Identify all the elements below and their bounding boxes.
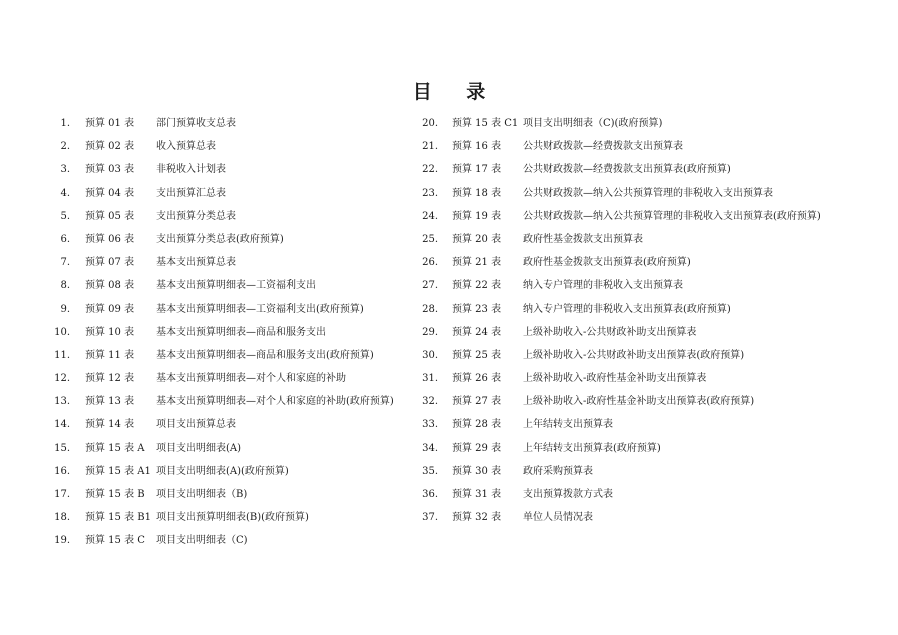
toc-entry[interactable] (40, 274, 420, 297)
toc-entry[interactable] (40, 228, 420, 251)
toc-entry[interactable] (408, 460, 868, 483)
toc-entry-number: 7. (60, 257, 70, 269)
toc-entry[interactable] (40, 344, 420, 367)
toc-entry-number: 12. (54, 373, 70, 385)
toc-entry-code: 预算 09 表 (85, 303, 135, 315)
toc-entry[interactable] (408, 112, 868, 135)
toc-entry[interactable] (40, 251, 420, 274)
toc-entry-code: 预算 32 表 (452, 512, 502, 524)
toc-entry-name: 基本支出预算明细表—商品和服务支出 (156, 326, 326, 338)
toc-entry[interactable] (40, 112, 420, 135)
toc-entry-number: 2. (60, 141, 70, 153)
toc-entry-number: 13. (54, 396, 70, 408)
toc-entry-name: 项目支出预算总表 (156, 419, 236, 431)
toc-entry-number: 21. (422, 141, 438, 153)
toc-entry-name: 项目支出明细表（C)(政府预算) (523, 118, 663, 129)
toc-entry[interactable] (40, 135, 420, 158)
toc-entry[interactable] (408, 182, 868, 205)
toc-entry-code: 预算 15 表 A (85, 442, 145, 454)
toc-entry-number: 9. (60, 303, 70, 315)
toc-entry-name: 公共财政拨款—纳入公共预算管理的非税收入支出预算表 (523, 187, 773, 199)
toc-entry-code: 预算 02 表 (85, 141, 135, 153)
toc-entry[interactable] (40, 205, 420, 228)
toc-entry-code: 预算 15 表 C1 (452, 118, 519, 129)
toc-entry-number: 22. (422, 164, 438, 176)
toc-entry-number: 27. (422, 280, 438, 292)
toc-entry-number: 26. (422, 257, 438, 269)
toc-entry-name: 公共财政拨款—经费拨款支出预算表(政府预算) (523, 164, 731, 176)
toc-entry-number: 30. (422, 349, 438, 361)
toc-entry-name: 公共财政拨款—纳入公共预算管理的非税收入支出预算表(政府预算) (523, 210, 821, 222)
toc-entry-number: 15. (54, 442, 70, 454)
toc-entry-number: 14. (54, 419, 70, 431)
toc-entry-number: 8. (60, 280, 70, 292)
toc-entry-number: 1. (60, 118, 70, 129)
toc-entry-code: 预算 10 表 (85, 326, 135, 338)
toc-entry-number: 35. (422, 465, 438, 477)
toc-entry[interactable] (408, 344, 868, 367)
toc-entry[interactable] (408, 437, 868, 460)
toc-entry-name: 项目支出明细表(A)(政府预算) (156, 465, 289, 477)
toc-entry-name: 政府采购预算表 (523, 465, 593, 477)
toc-entry[interactable] (408, 158, 868, 181)
toc-entry[interactable] (40, 158, 420, 181)
toc-entry-name: 纳入专户管理的非税收入支出预算表(政府预算) (523, 303, 731, 315)
toc-entry-code: 预算 01 表 (85, 118, 135, 129)
toc-entry-name: 支出预算分类总表(政府预算) (156, 233, 284, 245)
toc-entry-name: 非税收入计划表 (156, 164, 226, 176)
toc-right-column (408, 112, 868, 529)
toc-entry-name: 基本支出预算明细表—工资福利支出(政府预算) (156, 303, 364, 315)
toc-entry-number: 28. (422, 303, 438, 315)
toc-entry-code: 预算 19 表 (452, 210, 502, 222)
toc-entry-number: 18. (54, 512, 70, 524)
toc-entry-name: 上级补助收入-政府性基金补助支出预算表 (523, 373, 707, 385)
toc-entry-number: 29. (422, 326, 438, 338)
toc-entry-code: 预算 11 表 (85, 349, 135, 361)
toc-entry-number: 11. (54, 349, 70, 361)
toc-entry-code: 预算 31 表 (452, 489, 502, 500)
toc-entry-number: 24. (422, 210, 438, 222)
toc-entry-name: 项目支出明细表（B) (156, 489, 248, 500)
toc-entry-code: 预算 08 表 (85, 280, 135, 292)
toc-entry-number: 33. (422, 419, 438, 431)
toc-entry-number: 10. (54, 326, 70, 338)
toc-entry[interactable] (408, 390, 868, 413)
toc-entry-number: 6. (60, 233, 70, 245)
toc-entry[interactable] (408, 251, 868, 274)
toc-entry-number: 31. (422, 373, 438, 385)
toc-entry-name: 基本支出预算明细表—商品和服务支出(政府预算) (156, 349, 374, 361)
toc-entry[interactable] (40, 529, 420, 552)
toc-entry-name: 支出预算汇总表 (156, 187, 226, 199)
toc-entry[interactable] (40, 298, 420, 321)
toc-entry-number: 16. (54, 465, 70, 477)
toc-entry-name: 基本支出预算明细表—工资福利支出 (156, 280, 316, 292)
toc-entry-number: 4. (60, 187, 70, 199)
toc-entry-code: 预算 23 表 (452, 303, 502, 315)
toc-entry-name: 收入预算总表 (156, 141, 216, 153)
toc-left-column (40, 112, 420, 553)
toc-entry-number: 25. (422, 233, 438, 245)
toc-entry-name: 项目支出预算明细表(B)(政府预算) (156, 512, 309, 524)
toc-entry-code: 预算 26 表 (452, 373, 502, 385)
toc-entry[interactable] (408, 367, 868, 390)
toc-entry-code: 预算 14 表 (85, 419, 135, 431)
toc-entry-number: 17. (54, 489, 70, 500)
toc-entry-name: 政府性基金拨款支出预算表 (523, 233, 643, 245)
toc-entry-code: 预算 17 表 (452, 164, 502, 176)
toc-entry-code: 预算 12 表 (85, 373, 135, 385)
page-title: 目 录 (412, 81, 500, 103)
toc-entry-code: 预算 06 表 (85, 233, 135, 245)
toc-entry-name: 基本支出预算明细表—对个人和家庭的补助 (156, 373, 346, 385)
toc-entry[interactable] (40, 437, 420, 460)
toc-entry-number: 3. (60, 164, 70, 176)
toc-entry-number: 32. (422, 396, 438, 408)
toc-entry-name: 公共财政拨款—经费拨款支出预算表 (523, 141, 683, 153)
toc-entry-name: 纳入专户管理的非税收入支出预算表 (523, 280, 683, 292)
toc-entry[interactable] (408, 483, 868, 506)
toc-entry-name: 项目支出明细表（C) (156, 535, 248, 547)
toc-entry-code: 预算 22 表 (452, 280, 502, 292)
toc-entry-code: 预算 15 表 B (85, 489, 145, 500)
toc-entry-code: 预算 16 表 (452, 141, 502, 153)
toc-entry-number: 19. (54, 535, 70, 547)
toc-entry-name: 上级补助收入-公共财政补助支出预算表(政府预算) (523, 349, 745, 361)
toc-entry[interactable] (40, 182, 420, 205)
toc-entry-name: 支出预算分类总表 (156, 210, 236, 222)
toc-entry-name: 部门预算收支总表 (156, 118, 236, 129)
toc-entry-number: 5. (60, 210, 70, 222)
toc-entry-code: 预算 15 表 A1 (85, 465, 151, 477)
toc-entry[interactable] (408, 413, 868, 436)
toc-entry[interactable] (408, 298, 868, 321)
toc-entry-name: 基本支出预算明细表—对个人和家庭的补助(政府预算) (156, 396, 394, 408)
toc-entry-code: 预算 24 表 (452, 326, 502, 338)
toc-entry-name: 支出预算拨款方式表 (523, 489, 613, 500)
toc-entry-name: 项目支出明细表(A) (156, 442, 242, 454)
toc-entry-name: 单位人员情况表 (523, 512, 593, 524)
toc-entry[interactable] (40, 460, 420, 483)
toc-entry-name: 政府性基金拨款支出预算表(政府预算) (523, 257, 691, 269)
toc-entry-number: 37. (422, 512, 438, 524)
toc-entry-code: 预算 05 表 (85, 210, 135, 222)
toc-entry-code: 预算 21 表 (452, 257, 502, 269)
toc-entry-code: 预算 20 表 (452, 233, 502, 245)
toc-entry-number: 34. (422, 442, 438, 454)
toc-entry-code: 预算 28 表 (452, 419, 502, 431)
toc-entry-code: 预算 07 表 (85, 257, 135, 269)
toc-entry[interactable] (40, 413, 420, 436)
toc-entry-name: 上年结转支出预算表(政府预算) (523, 442, 661, 454)
toc-entry[interactable] (40, 483, 420, 506)
toc-entry[interactable] (408, 274, 868, 297)
toc-entry[interactable] (408, 228, 868, 251)
toc-entry[interactable] (408, 205, 868, 228)
toc-entry[interactable] (40, 390, 420, 413)
toc-entry-code: 预算 29 表 (452, 442, 502, 454)
toc-entry-code: 预算 18 表 (452, 187, 502, 199)
toc-entry-name: 基本支出预算总表 (156, 257, 236, 269)
toc-entry-name: 上级补助收入-政府性基金补助支出预算表(政府预算) (523, 396, 755, 408)
toc-entry-code: 预算 15 表 C (85, 535, 145, 547)
toc-entry[interactable] (40, 367, 420, 390)
toc-entry-code: 预算 25 表 (452, 349, 502, 361)
toc-entry-code: 预算 13 表 (85, 396, 135, 408)
toc-entry[interactable] (408, 321, 868, 344)
toc-entry[interactable] (40, 321, 420, 344)
toc-entry[interactable] (408, 135, 868, 158)
toc-entry-number: 20. (422, 118, 438, 129)
toc-entry-name: 上年结转支出预算表 (523, 419, 613, 431)
toc-entry-code: 预算 03 表 (85, 164, 135, 176)
toc-entry-code: 预算 27 表 (452, 396, 502, 408)
toc-entry-number: 36. (422, 489, 438, 500)
toc-entry-code: 预算 15 表 B1 (85, 512, 151, 524)
toc-entry-code: 预算 30 表 (452, 465, 502, 477)
toc-entry[interactable] (408, 506, 868, 529)
toc-entry-number: 23. (422, 187, 438, 199)
toc-entry-code: 预算 04 表 (85, 187, 135, 199)
toc-entry[interactable] (40, 506, 420, 529)
toc-entry-name: 上级补助收入-公共财政补助支出预算表 (523, 326, 697, 338)
